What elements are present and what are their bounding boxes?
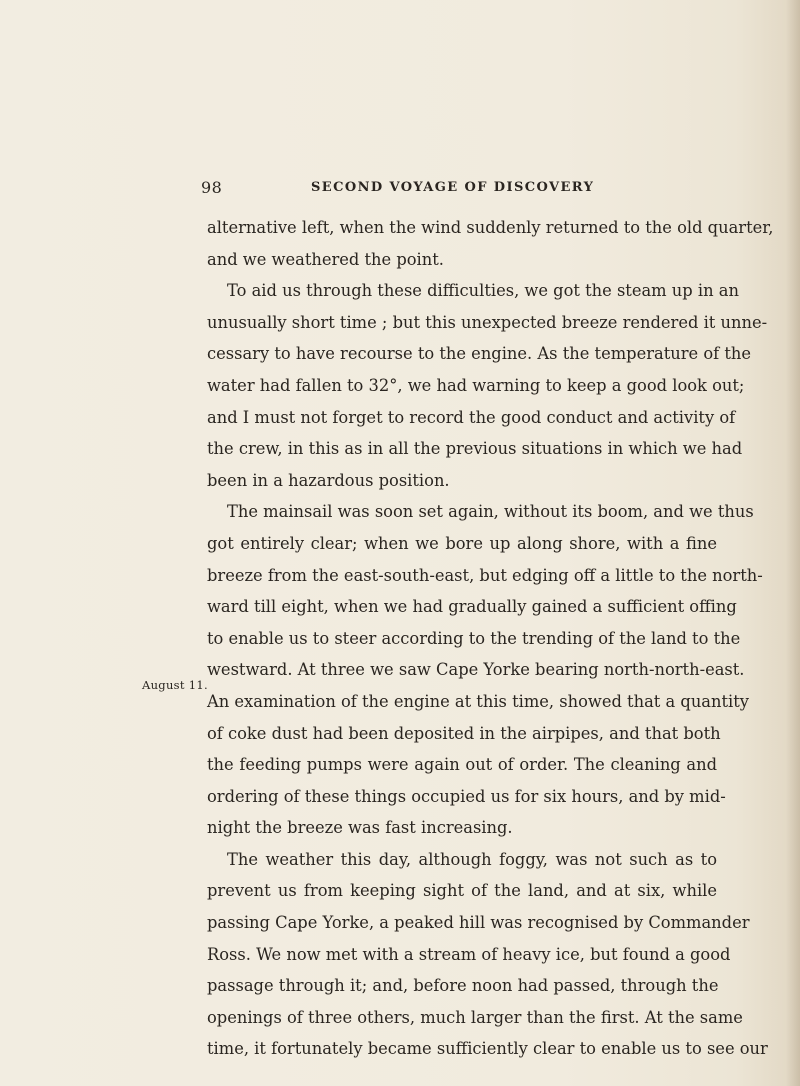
text-line: passing Cape Yorke, a peaked hill was recognised by Commander: [207, 913, 750, 933]
page-edge-shadow: [786, 0, 800, 1086]
page-header: [0, 178, 800, 200]
text-line: and we weathered the point.: [207, 249, 444, 269]
text-line: been in a hazardous position.: [207, 470, 450, 490]
margin-date-note: August 11.: [142, 678, 208, 692]
text-line: prevent us from keeping sight of the land, and at six, while: [207, 881, 717, 901]
text-line: got entirely clear; when we bore up along shore, with a fine: [207, 533, 717, 553]
text-line: water had fallen to 32°, we had warning to keep a good look out;: [207, 375, 745, 395]
text-line: passage through it; and, before noon had passed, through the: [207, 976, 719, 996]
text-line: the crew, in this as in all the previous situations in which we had: [207, 439, 743, 459]
text-line: openings of three others, much larger than the first. At the same: [207, 1007, 743, 1027]
text-line: Ross. We now met with a stream of heavy ice, but found a good: [207, 944, 731, 964]
text-line: ordering of these things occupied us for six hours, and by mid-: [207, 786, 726, 806]
text-line: An examination of the engine at this time, showed that a quantity: [207, 691, 749, 711]
text-line: time, it fortunately became sufficiently clear to enable us to see our: [207, 1039, 768, 1059]
running-head: SECOND VOYAGE OF DISCOVERY: [311, 180, 595, 195]
text-line: the feeding pumps were again out of order. The cleaning and: [207, 755, 717, 775]
text-line: unusually short time ; but this unexpected breeze rendered it unne-: [207, 312, 768, 332]
text-line: of coke dust had been deposited in the airpipes, and that both: [207, 723, 721, 743]
text-line: and I must not forget to record the good conduct and activity of: [207, 407, 736, 427]
text-line: alternative left, when the wind suddenly returned to the old quarter,: [207, 218, 774, 237]
text-line: breeze from the east-south-east, but edging off a little to the north-: [207, 565, 763, 585]
text-line: cessary to have recourse to the engine. As the temperature of the: [207, 344, 751, 364]
body-text: [207, 212, 774, 1065]
page-number: 98: [201, 178, 223, 197]
text-line: night the breeze was fast increasing.: [207, 818, 513, 838]
text-line: The mainsail was soon set again, without its boom, and we thus: [227, 502, 754, 522]
text-line: westward. At three we saw Cape Yorke bearing north-north-east.: [207, 660, 745, 680]
text-line: To aid us through these difficulties, we got the steam up in an: [227, 281, 739, 301]
text-line: The weather this day, although foggy, was not such as to: [227, 849, 717, 869]
text-line: ward till eight, when we had gradually gained a sufficient offing: [207, 597, 737, 617]
text-line: to enable us to steer according to the trending of the land to the: [207, 628, 741, 648]
